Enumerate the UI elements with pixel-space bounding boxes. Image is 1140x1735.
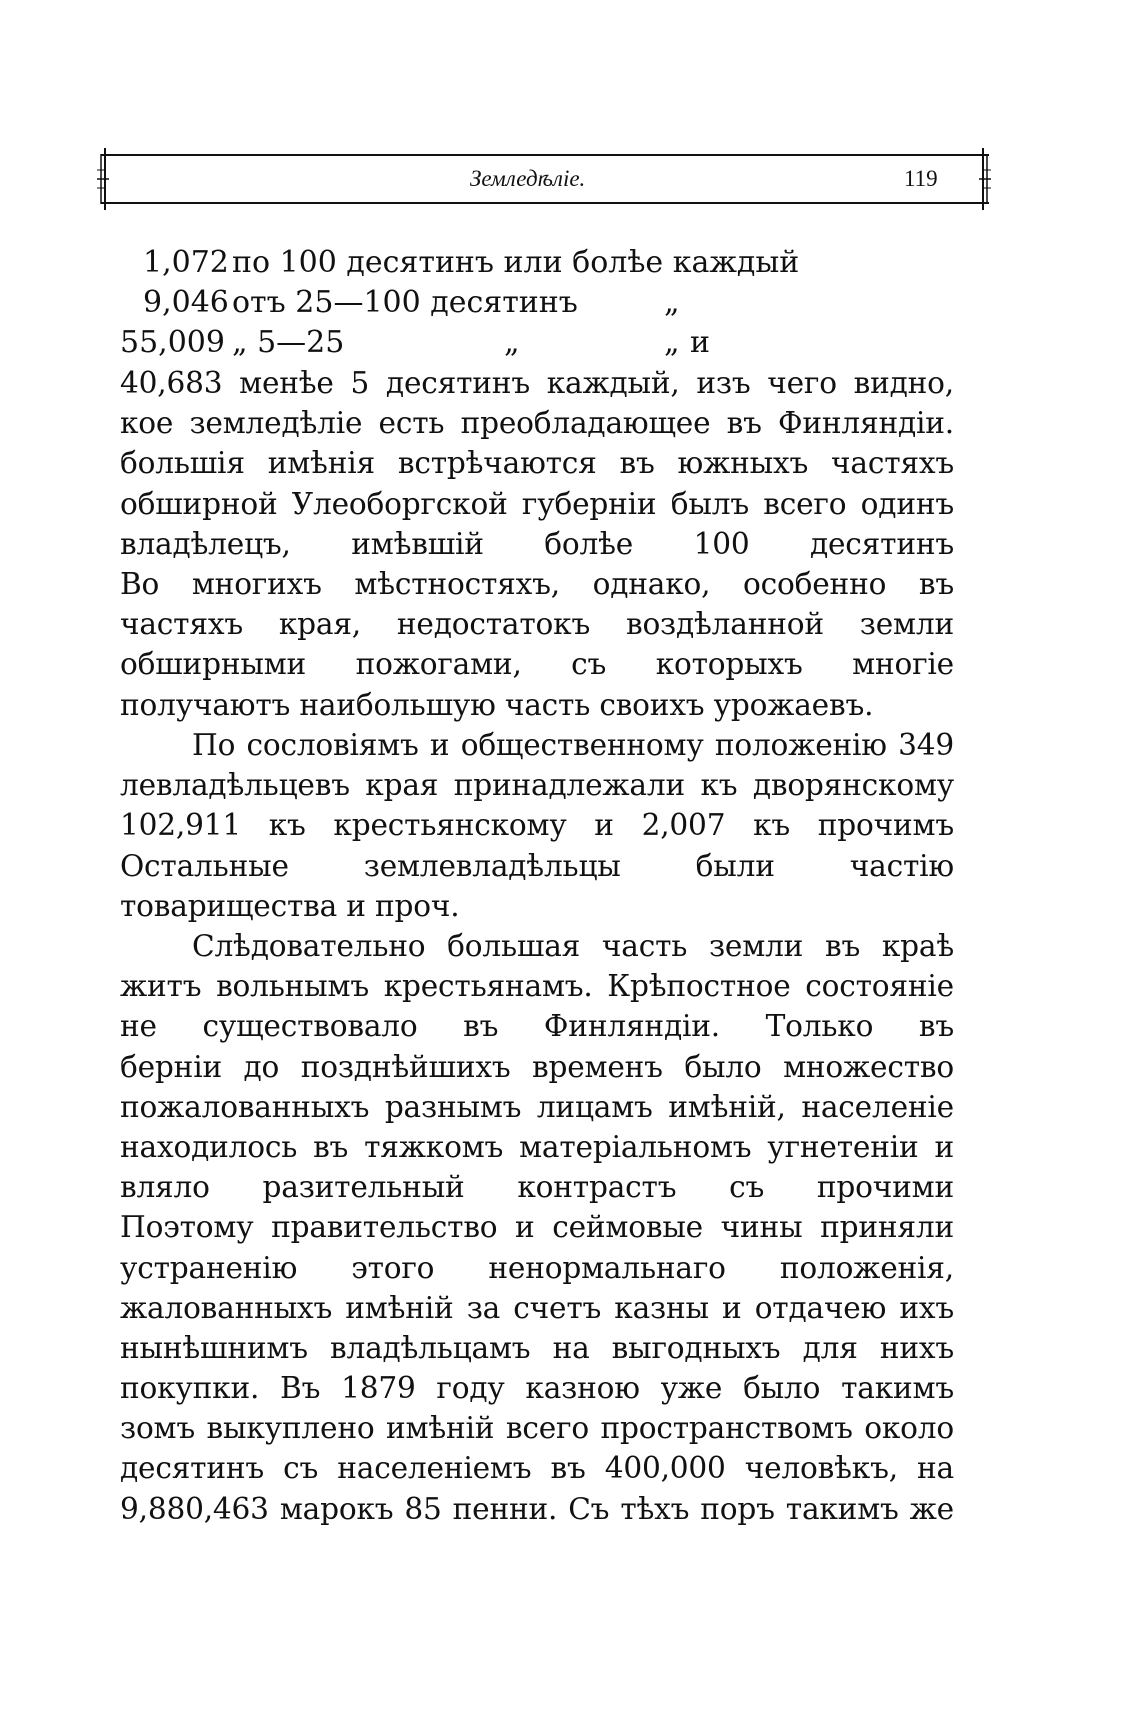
paragraph	[120, 363, 954, 725]
text-line: обширной Улеоборгской губерніи былъ всего одинъ	[120, 486, 954, 521]
text-line: кое земледѣліе есть преобладающее въ Финляндіи.	[120, 406, 954, 441]
text-line: берніи до позднѣйшихъ временъ было множество	[120, 1049, 954, 1084]
text-line: Остальные землевладѣльцы были частію	[120, 848, 954, 883]
text-line: вляло разительный контрастъ съ прочими	[120, 1170, 954, 1205]
text-line: находилось въ тяжкомъ матеріальномъ угнетеніи и	[120, 1129, 954, 1164]
stat-count: 55,009	[120, 325, 225, 360]
text-line: Во многихъ мѣстностяхъ, однако, особенно въ	[120, 566, 954, 601]
stat-range: отъ 25—100 десятинъ	[232, 285, 578, 320]
text-line: жалованныхъ имѣній за счетъ казны и отдачею ихъ	[120, 1290, 954, 1325]
text-line: Слѣдовательно большая часть земли въ краѣ	[192, 929, 954, 963]
stat-count: 1,072	[143, 245, 229, 280]
paragraph	[120, 725, 954, 926]
text-line: пожалованныхъ разнымъ лицамъ имѣній, населеніе	[120, 1089, 954, 1124]
text-line: обширными пожогами, съ которыхъ многіе	[120, 647, 954, 682]
stat-ditto-mark: „	[504, 325, 520, 360]
stat-ditto-mark: „	[664, 285, 680, 320]
text-line: не существовало въ Финляндіи. Только въ	[120, 1009, 954, 1044]
header-ornament-left-icon	[96, 146, 110, 212]
text-line: Поэтому правительство и сеймовые чины приняли	[120, 1210, 954, 1245]
text-line: 9,880,463 марокъ 85 пенни. Съ тѣхъ поръ такимъ же	[120, 1491, 954, 1526]
text-line: 40,683 менѣе 5 десятинъ каждый, изъ чего видно,	[120, 366, 954, 400]
header-ornament-right-icon	[978, 146, 992, 212]
text-line: получаютъ наибольшую часть своихъ урожаевъ.	[120, 687, 874, 722]
text-line: частяхъ края, недостатокъ воздѣланной земли	[120, 607, 954, 642]
stat-conjunction: и	[690, 325, 710, 360]
running-title: Земледѣліе.	[470, 166, 586, 191]
page-number: 119	[904, 166, 938, 191]
stat-range: по 100 десятинъ или болѣе каждый	[232, 245, 800, 280]
text-line: нынѣшнимъ владѣльцамъ на выгодныхъ для нихъ	[120, 1330, 954, 1365]
text-line: покупки. Въ 1879 году казною уже было такимъ	[120, 1371, 954, 1406]
stat-range: „ 5—25	[232, 325, 345, 360]
text-line: левладѣльцевъ края принадлежали къ дворянскому	[120, 768, 954, 803]
stat-ditto-mark: „	[664, 325, 680, 360]
text-line: большія имѣнія встрѣчаются въ южныхъ частяхъ	[120, 446, 954, 481]
text-line: По сословіямъ и общественному положенію 349	[192, 728, 954, 762]
text-line: зомъ выкуплено имѣній всего пространствомъ около	[120, 1411, 954, 1446]
paragraph	[120, 926, 954, 1529]
text-line: житъ вольнымъ крестьянамъ. Крѣпостное состояніе	[120, 969, 954, 1004]
text-line: десятинъ съ населеніемъ въ 400,000 человѣкъ, на	[120, 1451, 954, 1486]
text-line: товарищества и проч.	[120, 888, 460, 923]
stat-count: 9,046	[143, 285, 229, 320]
text-line: 102,911 къ крестьянскому и 2,007 къ прочимъ	[120, 808, 954, 843]
text-line: устраненію этого ненормальнаго положенія,	[120, 1250, 954, 1285]
text-line: владѣлецъ, имѣвшій болѣе 100 десятинъ	[120, 526, 954, 561]
